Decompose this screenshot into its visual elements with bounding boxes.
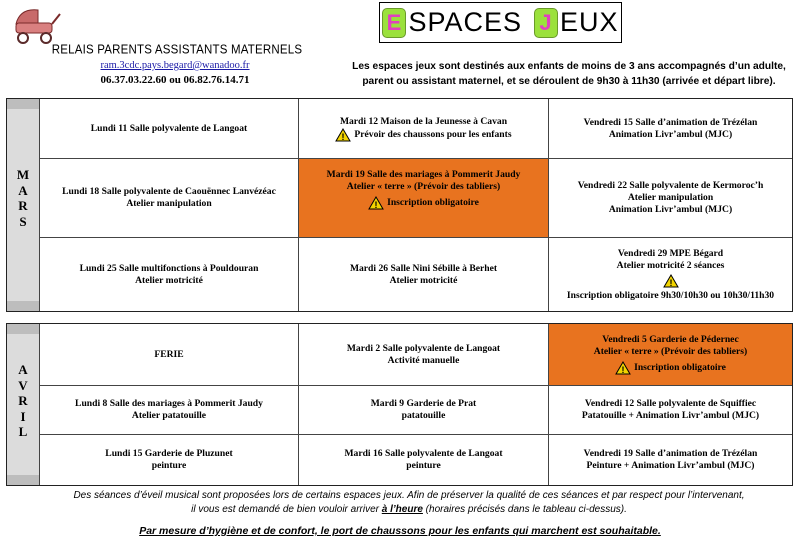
cell-text: Lundi 11 Salle polyvalente de Langoat <box>90 122 248 134</box>
month-letter: A <box>18 182 28 198</box>
svg-text:!: ! <box>374 200 378 210</box>
cell-text: Inscription obligatoire 9h30/10h30 ou 10h30/11h30 <box>566 289 775 301</box>
avril-monday-8 <box>40 386 299 435</box>
cell-text: Lundi 15 Garderie de Pluzunet <box>105 448 233 459</box>
warning-icon <box>615 361 631 375</box>
cell-text: Lundi 8 Salle des mariages à Pommerit Jaudy <box>75 398 263 409</box>
avril-grid <box>40 324 792 485</box>
cell-text: Atelier motricité <box>389 274 458 286</box>
cell-text: Animation Livr’ambul (MJC) <box>608 204 733 215</box>
mars-schedule <box>6 98 793 312</box>
month-letter: M <box>16 167 30 182</box>
avril-tuesday-9 <box>299 386 549 435</box>
avril-tuesday-16 <box>299 435 549 485</box>
avril-friday-12 <box>549 386 792 435</box>
avril-friday-5 <box>549 324 792 386</box>
footer-note-part-c: (horaires précisés dans le tableau ci-dessus). <box>422 504 627 515</box>
month-letter: L <box>18 424 28 439</box>
org-name: RELAIS PARENTS ASSISTANTS MATERNELS <box>51 43 303 57</box>
cell-text: Mardi 19 Salle des mariages à Pommerit Jaudy <box>326 169 521 180</box>
mars-monday-11 <box>40 99 299 159</box>
cell-text: Atelier « terre » (Prévoir des tabliers) <box>593 346 748 357</box>
cell-text: Atelier « terre » (Prévoir des tabliers) <box>346 181 501 192</box>
month-letter: I <box>20 408 26 424</box>
mars-friday-29 <box>549 238 792 311</box>
cell-text: Atelier manipulation <box>627 192 714 203</box>
month-letter: A <box>18 362 28 377</box>
mars-tuesday-19 <box>299 159 549 238</box>
avril-monday-15 <box>40 435 299 485</box>
stroller-logo-icon <box>8 4 66 44</box>
month-letter: S <box>19 213 27 229</box>
warning-note <box>335 128 511 142</box>
banner-word-spaces: SPACES <box>408 7 522 37</box>
cell-text: Atelier manipulation <box>126 198 212 209</box>
month-label-avril <box>7 362 39 440</box>
org-phones: 06.37.03.22.60 ou 06.82.76.14.71 <box>100 74 250 86</box>
avril-tuesday-2 <box>299 324 549 386</box>
cell-text: Lundi 18 Salle polyvalente de Caouënnec Lanvézéac <box>62 186 276 197</box>
cell-text: Patatouille + Animation Livr’ambul (MJC) <box>581 410 760 421</box>
month-letter: V <box>18 377 28 393</box>
footer-note-emphasis: à l’heure <box>381 504 423 515</box>
hygiene-rule: Par mesure d’hygiène et de confort, le port de chaussons pour les enfants qui marchent est souhaitable. <box>139 525 661 537</box>
cell-text: Vendredi 22 Salle polyvalente de Kermoroc’h <box>577 180 764 191</box>
intro-line-1: Les espaces jeux sont destinés aux enfants de moins de 3 ans accompagnés d’un adulte, <box>352 61 786 72</box>
cell-text: Mardi 16 Salle polyvalente de Langoat <box>344 448 503 459</box>
cell-text: Vendredi 29 MPE Bégard <box>617 247 724 259</box>
warning-icon <box>368 196 384 210</box>
month-letter: R <box>18 198 28 213</box>
svg-text:!: ! <box>669 277 672 288</box>
warning-icon <box>335 128 351 142</box>
mars-friday-15 <box>549 99 792 159</box>
avril-friday-19 <box>549 435 792 485</box>
intro-line-2: parent ou assistant maternel, et se déroulent de 9h30 à 11h30 (arrivée et départ libre). <box>362 76 776 87</box>
warning-icon <box>663 274 679 288</box>
cell-text: Vendredi 19 Salle d’animation de Trézélan <box>583 448 758 459</box>
warning-text: Prévoir des chaussons pour les enfants <box>354 128 512 140</box>
mars-monday-18 <box>40 159 299 238</box>
cell-text: patatouille <box>401 410 446 421</box>
month-label-mars <box>7 167 39 229</box>
mars-monday-25 <box>40 238 299 311</box>
mars-tuesday-26 <box>299 238 549 311</box>
svg-text:!: ! <box>621 365 625 375</box>
month-band-mars <box>7 99 40 311</box>
intro-text <box>345 59 793 89</box>
cell-text: Atelier motricité <box>135 274 203 286</box>
cell-text: Lundi 25 Salle multifonctions à Pouldouran <box>79 262 259 274</box>
footer-note-part-a: il vous est demandé de bien vouloir arriver <box>191 504 382 515</box>
warning-note <box>615 361 726 375</box>
cell-text: Mardi 9 Garderie de Prat <box>370 398 477 409</box>
banner-word-eux: EUX <box>560 7 619 37</box>
cell-text: Atelier patatouille <box>131 410 207 421</box>
footer-note-line-1: Des séances d’éveil musical sont proposées lors de certains espaces jeux. Afin de préserver la qualité de ces séances et par respect pour l’intervenant, <box>73 490 745 501</box>
cell-text: Vendredi 12 Salle polyvalente de Squiffiec <box>584 398 757 409</box>
banner-cap-j: J <box>534 8 558 38</box>
footer-note-line-2 <box>44 503 774 517</box>
cell-text: Atelier motricité 2 séances <box>616 259 725 271</box>
month-letter: R <box>18 393 28 408</box>
cell-text: Peinture + Animation Livr’ambul (MJC) <box>586 460 755 471</box>
espaces-jeux-banner <box>379 2 622 43</box>
cell-text: Vendredi 15 Salle d’animation de Trézélan <box>583 116 758 128</box>
mars-grid <box>40 99 792 311</box>
cell-text: Mardi 2 Salle polyvalente de Langoat <box>346 342 501 354</box>
avril-monday-1 <box>40 324 299 386</box>
banner-cap-e: E <box>382 8 406 38</box>
mars-friday-22 <box>549 159 792 238</box>
cell-text: Mardi 26 Salle Nini Sébille à Berhet <box>349 262 498 274</box>
org-email-link[interactable]: ram.3cdc.pays.begard@wanadoo.fr <box>100 60 250 71</box>
cell-text: FERIE <box>154 348 184 360</box>
footer-note <box>44 489 774 517</box>
cell-text: Mardi 12 Maison de la Jeunesse à Cavan <box>339 115 508 127</box>
warning-text: Inscription obligatoire <box>387 197 479 208</box>
cell-text: Vendredi 5 Garderie de Pédernec <box>602 334 739 345</box>
month-band-avril <box>7 324 40 485</box>
cell-text: peinture <box>151 460 187 471</box>
warning-text: Inscription obligatoire <box>634 362 726 373</box>
mars-tuesday-12 <box>299 99 549 159</box>
svg-text:!: ! <box>341 131 345 142</box>
cell-text: peinture <box>406 460 441 471</box>
cell-text: Activité manuelle <box>387 354 460 366</box>
warning-note <box>368 196 479 210</box>
avril-schedule <box>6 323 793 486</box>
cell-text: Animation Livr’ambul (MJC) <box>608 128 733 140</box>
